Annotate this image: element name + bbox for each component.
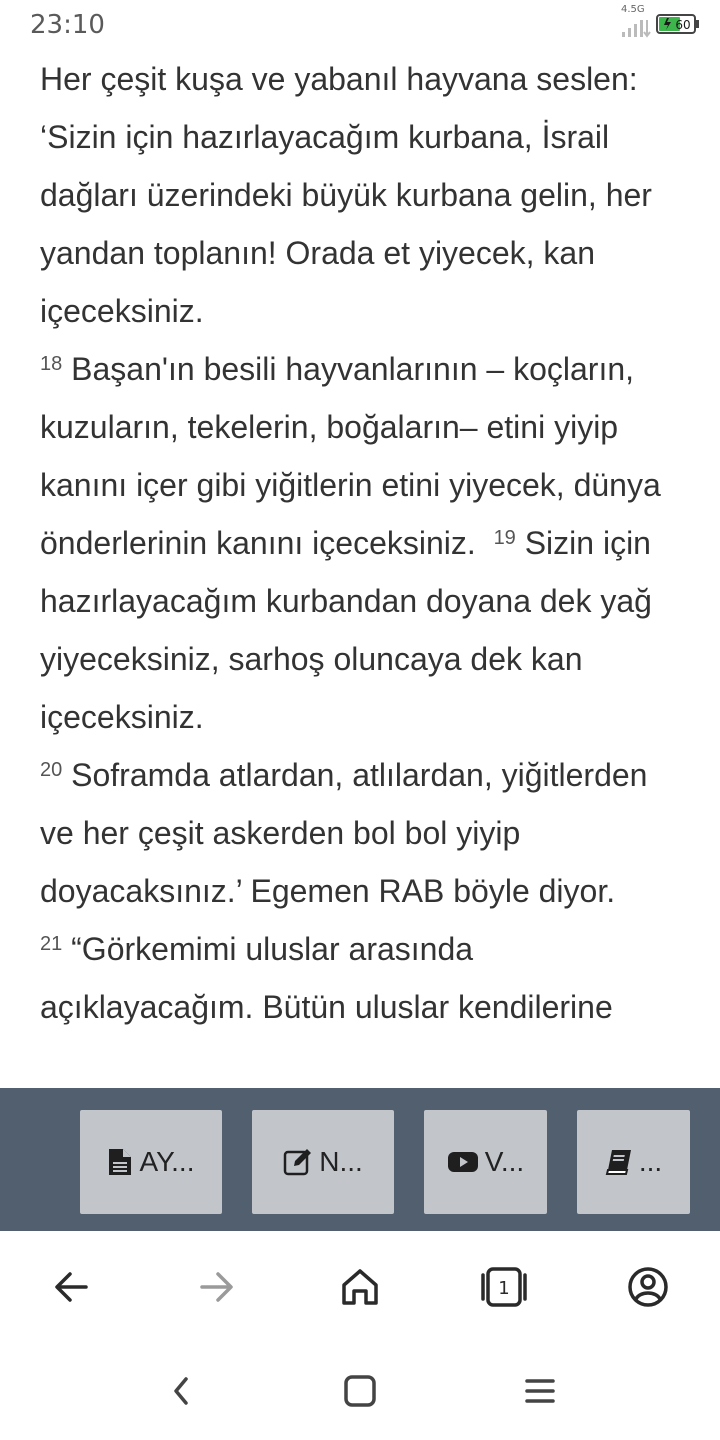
verse-text: Soframda atlardan, atlılardan, yiğitlerden ve her çeşit askerden bol bol yiyip doyacaksınız.’ Egemen RAB böyle diyor. [40, 757, 648, 909]
system-nav-bar [0, 1343, 720, 1440]
book-icon [605, 1148, 633, 1176]
verse-text: Başan'ın besili hayvanlarının – koçların, kuzuların, tekelerin, boğaların– etini yiyip kanını içer gibi yiğitlerin etini yiyecek, dünya önderlerinin kanını içeceksiniz. [40, 351, 661, 561]
notes-button[interactable] [252, 1110, 394, 1214]
system-home-icon[interactable] [340, 1369, 380, 1413]
status-bar [0, 0, 720, 48]
verse-number: 21 [40, 933, 63, 955]
verse-text: Sizin için hazırlayacağım kurbandan doyana dek yağ yiyeceksiniz, sarhoş oluncaya dek kan içeceksiniz. [40, 525, 652, 735]
verse-paragraph [40, 746, 690, 920]
document-button[interactable] [80, 1110, 222, 1214]
book-button[interactable] [577, 1110, 690, 1214]
video-button[interactable] [424, 1110, 547, 1214]
verse-number: 20 [40, 759, 63, 781]
signal-icon [620, 16, 654, 38]
battery-level-text: 60 [675, 18, 691, 32]
tabs-icon[interactable] [480, 1265, 528, 1309]
svg-text:1: 1 [498, 1278, 510, 1299]
video-button-label: V... [484, 1146, 525, 1177]
verse-text: Her çeşit kuşa ve yabanıl hayvana seslen: ‘Sizin için hazırlayacağım kurbana, İsrail dağları üzerindeki büyük kurbana gelin, her yandan toplanın! Orada et yiyecek, kan içeceksiniz. [40, 61, 652, 329]
home-icon[interactable] [338, 1265, 382, 1309]
verse-paragraph [40, 340, 690, 746]
verse-number: 19 [493, 527, 516, 549]
tools-toolbar [0, 1088, 720, 1231]
status-time: 23:10 [30, 10, 105, 40]
forward-arrow-icon[interactable] [194, 1265, 238, 1309]
verse-text: “Görkemimi uluslar arasında açıklayacağım. Bütün uluslar kendilerine [40, 931, 613, 1025]
verse-paragraph [40, 50, 690, 340]
system-back-icon[interactable] [162, 1369, 202, 1413]
document-button-label: AY... [139, 1146, 195, 1177]
battery-icon [656, 14, 700, 34]
browser-nav-bar [0, 1231, 720, 1343]
account-icon[interactable] [626, 1265, 670, 1309]
notes-button-label: N... [319, 1146, 363, 1177]
back-arrow-icon[interactable] [50, 1265, 94, 1309]
edit-icon [283, 1147, 313, 1177]
book-button-label: ... [638, 1146, 663, 1177]
system-menu-icon[interactable] [520, 1369, 560, 1413]
verse-number: 18 [40, 353, 63, 375]
network-type: 4.5G [621, 4, 645, 15]
verse-paragraph [40, 920, 690, 1036]
document-icon [107, 1147, 133, 1177]
verse-reader[interactable] [40, 50, 690, 1088]
youtube-icon [447, 1150, 479, 1174]
